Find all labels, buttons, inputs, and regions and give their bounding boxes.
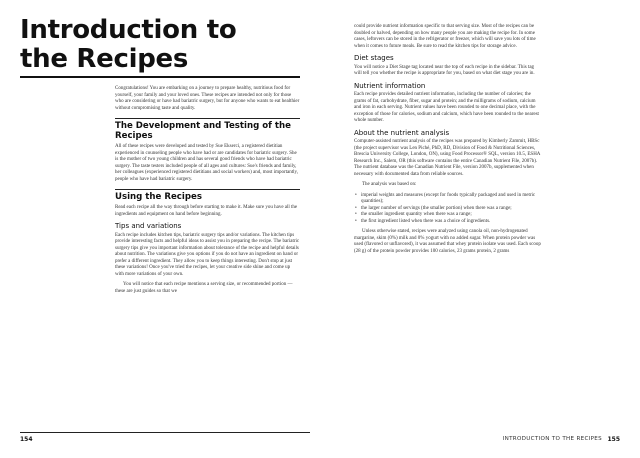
analysis-based-on: The analysis was based on: (362, 182, 417, 187)
diet-stages-paragraph: You will notice a Diet Stage tag located near the top of each recipe in the sidebar. This tag will tell you whether the recipe is appropriate for you, based on what diet stage you are in. (354, 64, 535, 76)
serving-size-paragraph: You will notice that each recipe mentions a serving size, or recommended portion — these are just guides so that we (115, 282, 293, 294)
analysis-bullet-list (354, 193, 542, 226)
closing-paragraph: Unless otherwise stated, recipes were analyzed using canola oil, non-hydrogenated margarine, skim (0%) milk and 0% yogurt with no added sugar. When protein powder was used (flavored or unflavored), it was assumed that whey protein isolate was used. Each scoop (28 g) of the protein powder provides 100 calories, 23 grams protein, 2 grams (354, 229, 541, 254)
list-item: • the first ingredient listed when there was a choice of ingredients. (354, 219, 542, 226)
left-column (115, 86, 300, 299)
nutrient-analysis-paragraph: Computer-assisted nutrient analysis of the recipes was prepared by Kimberly Zammit, HBSc (the project supervisor was Len Piché, PhD, RD, Division of Food & Nutritional Sciences, Brescia University College, London, ON), using Food Processor® SQL, version 10.5, ESHA Research Inc., Salem, OR (this software contains the entire Canadian Nutrient File, 2007b). The nutrient database was the Canadian Nutrient File, version 2007b, supplemented when necessary with documented data from reliable sources. (354, 139, 541, 177)
nutrient-info-paragraph: Each recipe provides detailed nutrient information, including the number of calories; the grams of fat, carbohydrate, fiber, sugar and protein; and the milligrams of sodium, calcium and iron in each serving. Nutrient values have been rounded to one decimal place, with the exception of those for calories, sodium and calcium, which have been rounded to the nearest whole number. (354, 92, 539, 123)
development-paragraph: All of these recipes were developed and tested by Sue Ekserci, a registered dietitian experienced in counseling people who have had or are candidates for bariatric surgery. She is the mother of two young children and has several good friends who have had bariatric surgery. The taste testers included people of all ages and cultures: Sue's friends and family, her colleagues (experienced registered dietitians and social workers) and, most importantly, people who have had bariatric surgery. (115, 144, 298, 182)
list-item: • the larger number of servings (the smaller portion) when there was a range; (354, 206, 542, 213)
tips-heading: Tips and variations (115, 222, 182, 230)
diet-stages-heading: Diet stages (354, 54, 394, 62)
title-rule (20, 76, 300, 78)
nutrient-analysis-heading: About the nutrient analysis (354, 128, 450, 137)
right-column (354, 24, 542, 259)
right-page (320, 0, 640, 458)
list-item: • the smaller ingredient quantity when there was a range; (354, 212, 542, 219)
development-heading: The Development and Testing of the Recipes (115, 118, 300, 141)
using-recipes-paragraph: Read each recipe all the way through before starting to make it. Make sure you have all the ingredients and equipment on hand before beginning. (115, 205, 298, 217)
chapter-title-line-1: Introduction to (20, 15, 237, 45)
intro-paragraph: Congratulations! You are embarking on a journey to prepare healthy, nutritious food for yourself, your family and your loved ones. These recipes are intended not only for those who are considering or have had bariatric surgery, but for anyone who wants to eat healthier without compromising taste and quality. (115, 86, 300, 111)
running-head: INTRODUCTION TO THE RECIPES (502, 436, 602, 442)
tips-paragraph: Each recipe includes kitchen tips, bariatric surgery tips and/or variations. The kitchen tips provide interesting facts and helpful ideas to assist you in preparing the recipe. The bariatric surgery tips give you important information about tolerance of the recipe and helpful details about nutrition. The variations give you options if you do not have an ingredient on hand or prefer a different ingredient. They allow you to keep things interesting. Don't stop at just these variations! Once you've tried the recipes, let your creative side shine and come up with more variations of your own. (115, 232, 300, 277)
using-recipes-heading: Using the Recipes (115, 189, 300, 202)
list-item: • imperial weights and measures (except for foods typically packaged and used in metric quantities); (354, 193, 542, 206)
chapter-title (20, 16, 260, 74)
left-footer-rule (20, 432, 310, 433)
right-page-number: 155 (607, 436, 620, 443)
chapter-title-line-2: the Recipes (20, 44, 189, 74)
left-page-number: 154 (20, 436, 33, 443)
continued-paragraph: could provide nutrient information specific to that serving size. Most of the recipes can be doubled or halved, depending on how many people you are making the recipe for. In some cases, leftovers can be stored in the refrigerator or freezer, which will save you lots of time when it comes to future meals. Be sure to read the kitchen tips for storage advice. (354, 24, 536, 49)
nutrient-info-heading: Nutrient information (354, 81, 426, 90)
